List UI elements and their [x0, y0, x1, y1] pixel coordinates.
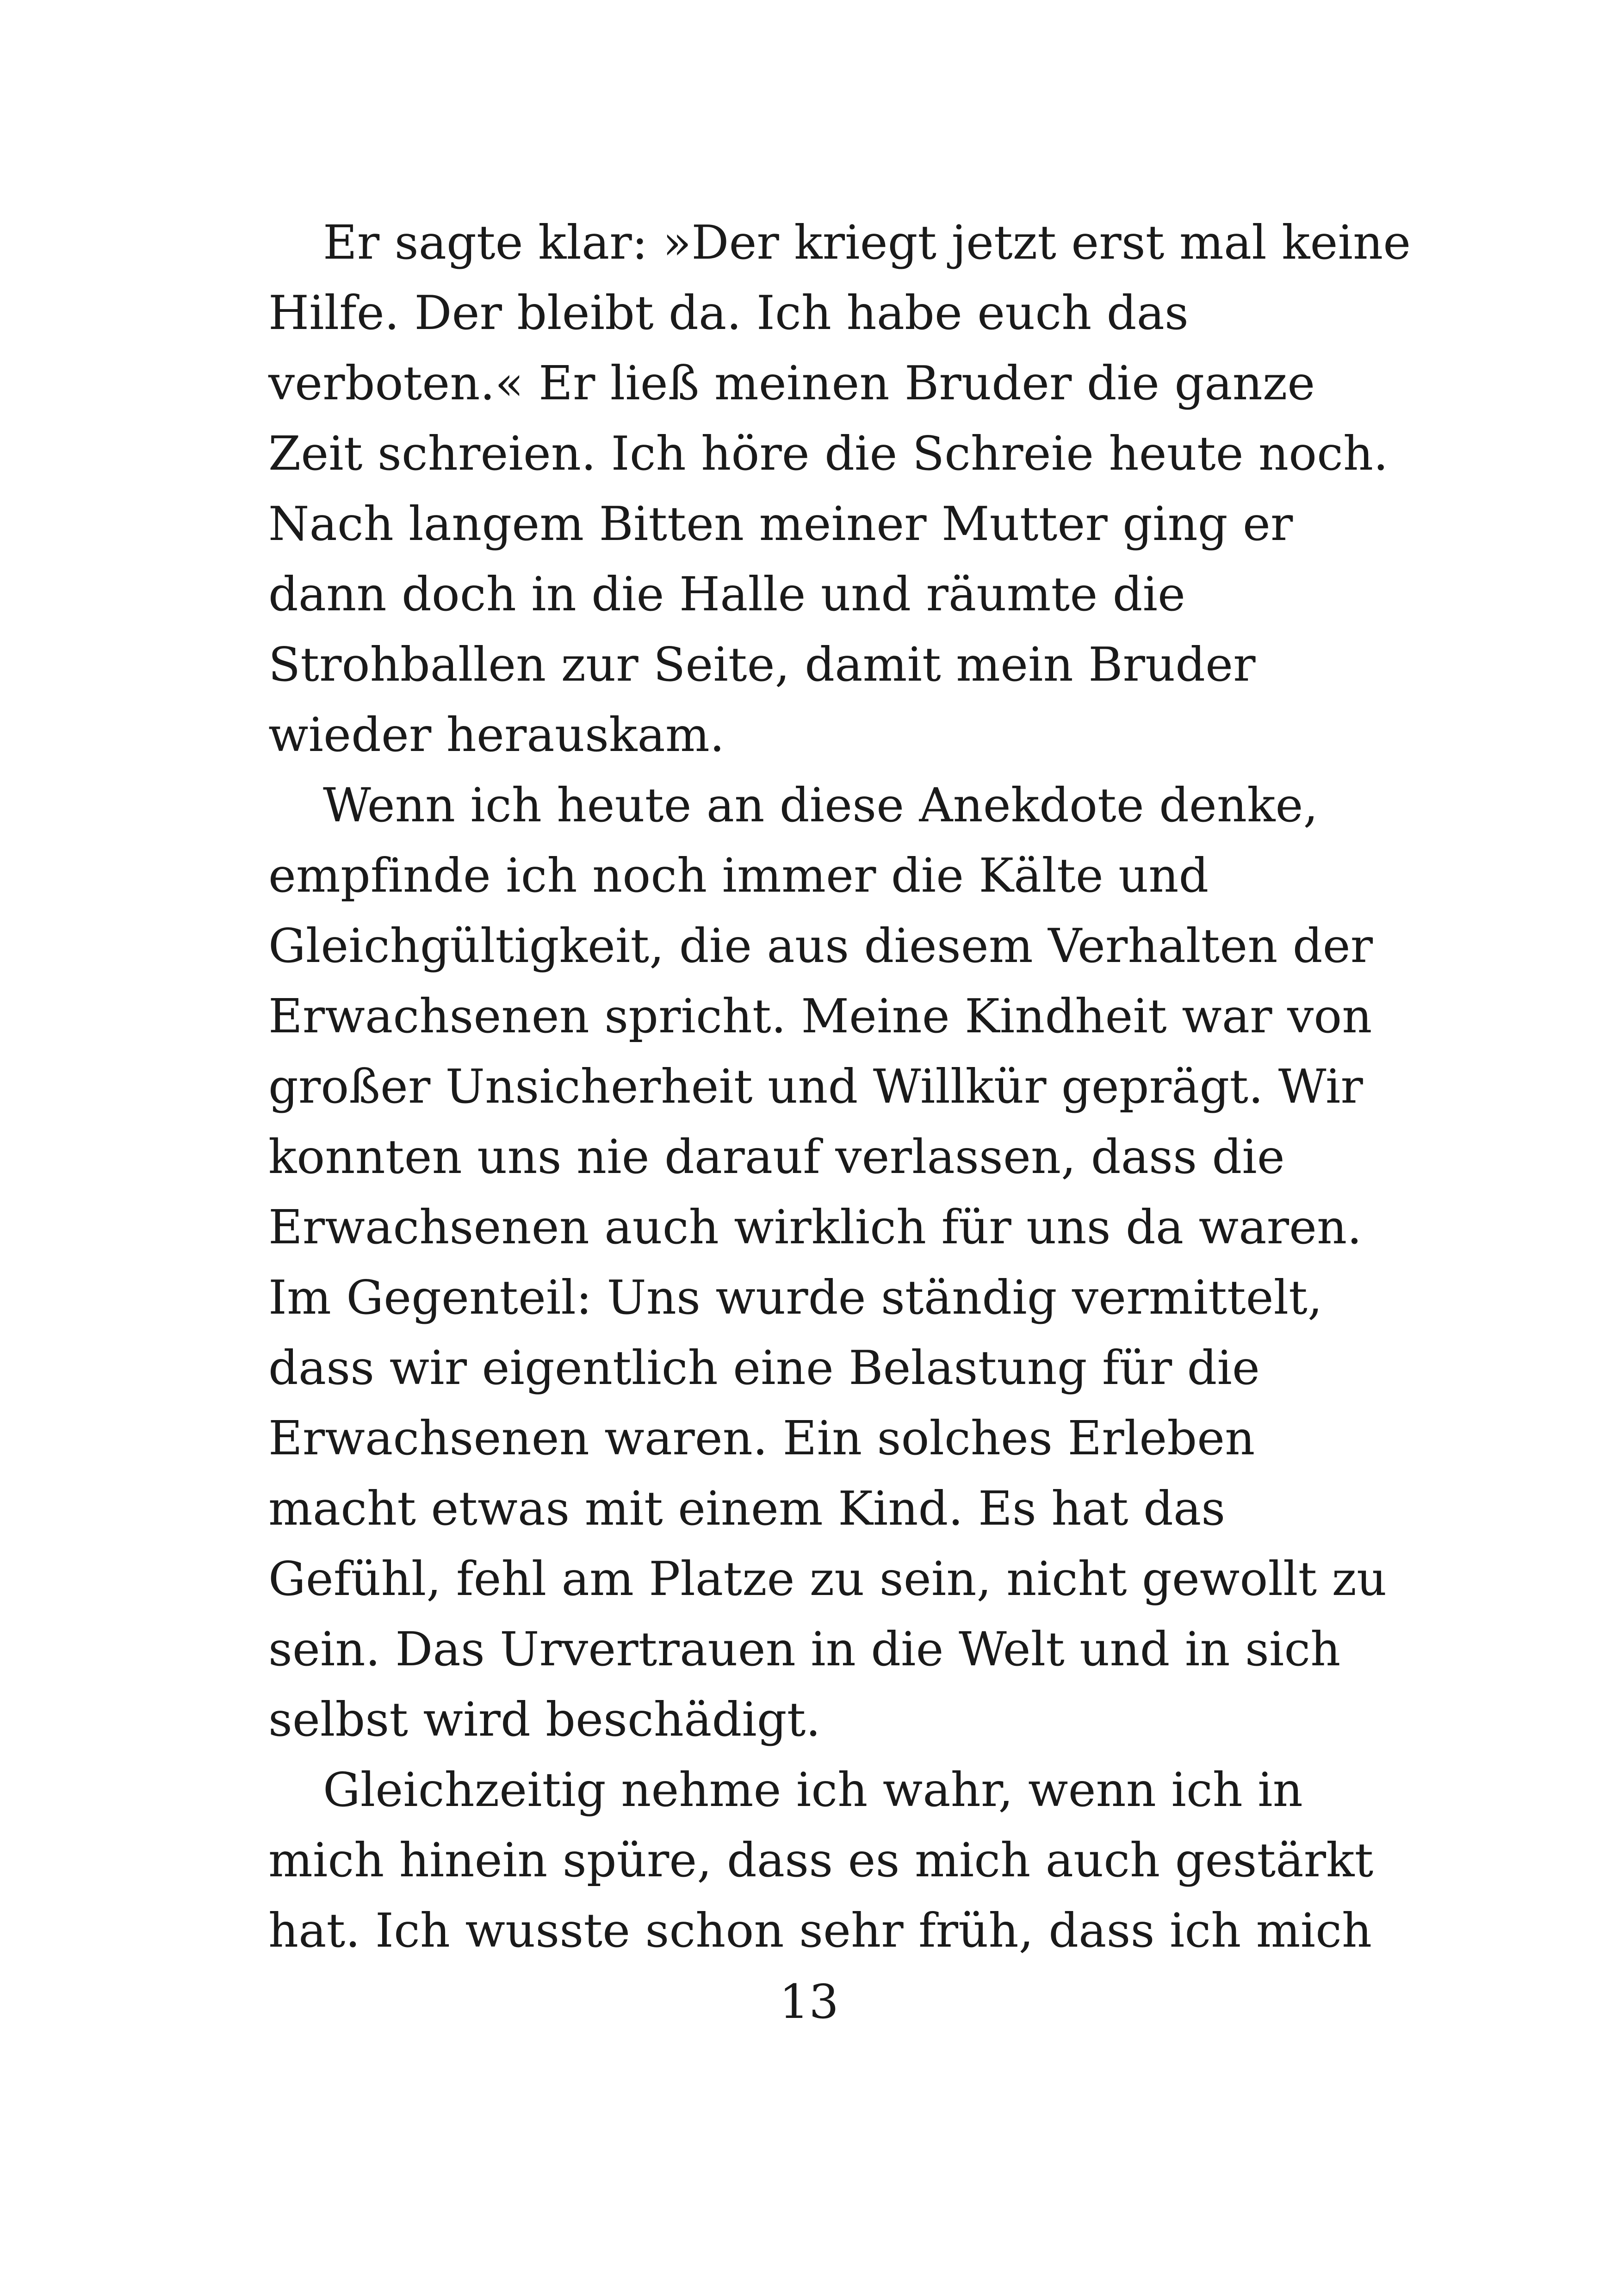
- text-line: Gefühl, fehl am Platze zu sein, nicht gewollt zu: [268, 1551, 1387, 1606]
- text-line: Hilfe. Der bleibt da. Ich habe euch das: [268, 285, 1189, 340]
- text-line: Er sagte klar: »Der kriegt jetzt erst mal keine: [323, 215, 1411, 270]
- paragraph: [268, 770, 1387, 1755]
- text-line: sein. Das Urvertrauen in die Welt und in sich: [268, 1622, 1341, 1676]
- body-text: [268, 207, 1411, 1966]
- text-line: hat. Ich wusste schon sehr früh, dass ich mich: [268, 1903, 1372, 1958]
- text-line: dass wir eigentlich eine Belastung für die: [268, 1340, 1260, 1395]
- text-line: selbst wird beschädigt.: [268, 1692, 821, 1747]
- text-line: konnten uns nie darauf verlassen, dass die: [268, 1129, 1285, 1184]
- text-line: Erwachsenen auch wirklich für uns da waren.: [268, 1200, 1362, 1254]
- paragraph: [268, 1755, 1374, 1966]
- paragraph: [268, 207, 1411, 770]
- text-line: Zeit schreien. Ich höre die Schreie heute noch.: [268, 426, 1389, 481]
- text-line: Wenn ich heute an diese Anekdote denke,: [323, 778, 1318, 832]
- text-line: mich hinein spüre, dass es mich auch gestärkt: [268, 1833, 1374, 1887]
- text-line: Erwachsenen waren. Ein solches Erleben: [268, 1411, 1255, 1465]
- text-line: Gleichzeitig nehme ich wahr, wenn ich in: [323, 1762, 1303, 1817]
- text-line: großer Unsicherheit und Willkür geprägt. Wir: [268, 1059, 1364, 1114]
- text-line: dann doch in die Halle und räumte die: [268, 567, 1186, 621]
- text-line: Im Gegenteil: Uns wurde ständig vermittelt,: [268, 1270, 1323, 1325]
- text-line: verboten.« Er ließ meinen Bruder die ganze: [268, 356, 1315, 410]
- text-line: Erwachsenen spricht. Meine Kindheit war von: [268, 989, 1372, 1043]
- text-line: Nach langem Bitten meiner Mutter ging er: [268, 496, 1293, 551]
- text-line: Strohballen zur Seite, damit mein Bruder: [268, 637, 1256, 692]
- text-line: wieder herauskam.: [268, 707, 725, 762]
- page-number: 13: [779, 1974, 839, 2029]
- text-line: Gleichgültigkeit, die aus diesem Verhalten der: [268, 918, 1373, 973]
- text-line: empfinde ich noch immer die Kälte und: [268, 848, 1209, 903]
- text-line: macht etwas mit einem Kind. Es hat das: [268, 1481, 1226, 1536]
